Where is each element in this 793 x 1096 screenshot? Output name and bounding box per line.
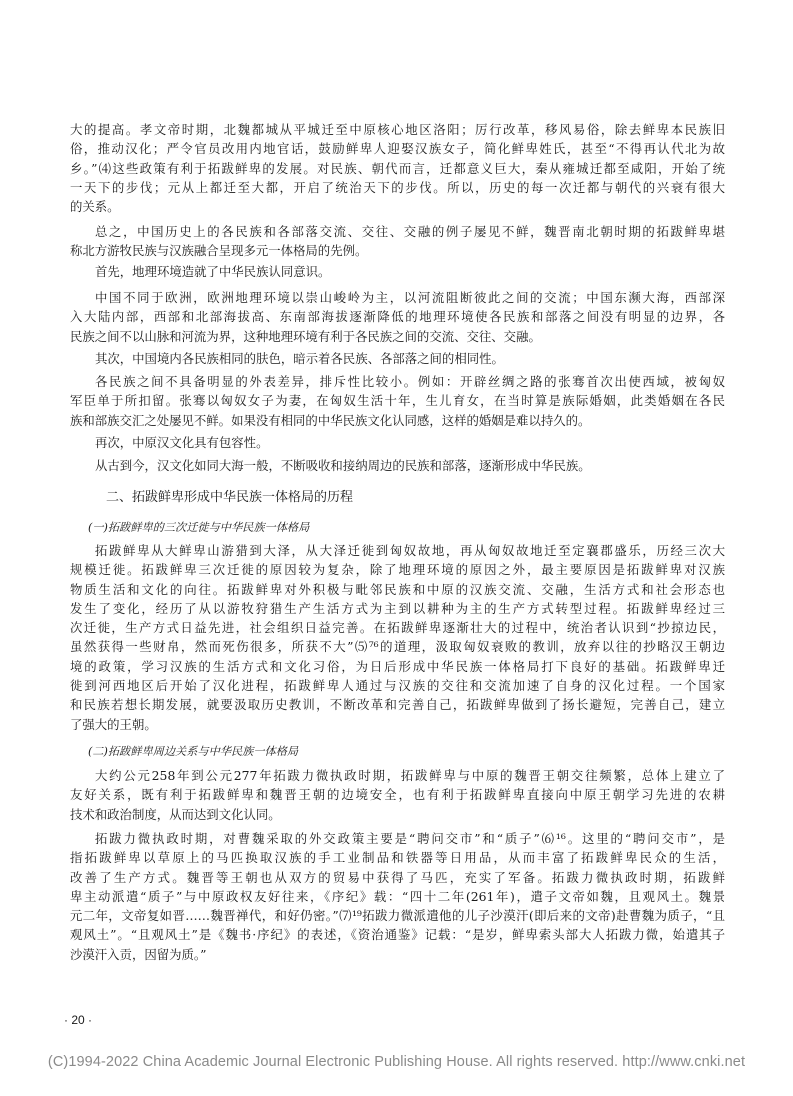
paragraph [70,222,725,261]
paragraph [70,766,725,824]
section-heading [70,488,725,508]
paragraph-line: 其次，中国境内各民族相同的肤色，暗示着各民族、各部落之间的相同性。 [95,351,504,366]
paragraph [70,262,725,281]
subsection-heading-text: (一)拓跋鲜卑的三次迁徙与中华民族一体格局 [88,521,310,534]
paragraph-line: 改善了生产方式。魏晋等王朝也从双方的贸易中获得了马匹，充实了军备。拓跋力微执政时期，拓跋鲜 [70,869,725,885]
paragraph-line: 了强大的王朝。 [70,716,157,732]
paragraph-line: 一天下的步伐；元从上都迁至大都，开启了统治天下的步伐。所以，历史的每一次迁都与朝代的兴衰有很大 [70,179,725,195]
paragraph-line: 观风土”。“且观风土”是《魏书·序纪》的表述，《资治通鉴》记载：“是岁，鲜卑索头部大人拓跋力微，始遣其子 [70,927,725,943]
paragraph-line: 乡。”⑷这些政策有利于拓跋鲜卑的发展。对民族、朝代而言，迁都意义巨大，秦从雍城迁都至咸阳，开始了统 [70,160,725,176]
page-number: · 20 · [64,1013,93,1027]
paragraph [70,120,725,216]
paragraph-line: 境的政策，学习汉族的生活方式和文化习俗，为日后形成中华民族一体格局打下良好的基础。拓跋鲜卑迁 [70,658,725,674]
paragraph-line: 拓跋力微执政时期，对曹魏采取的外交政策主要是“聘问交市”和“质子”⑹¹⁶。这里的“聘问交市”，是 [95,831,725,846]
paragraph-line: 指拓跋鲜卑以草原上的马匹换取汉族的手工业制品和铁器等日用品，从而丰富了拓跋鲜卑民众的生活， [70,850,725,866]
paragraph-line: 徙到河西地区后开始了汉化进程，拓跋鲜卑人通过与汉族的交往和交流加速了自身的汉化过程。一个国家 [70,678,725,694]
paragraph-line: 物质生活和文化的向往。拓跋鲜卑对外积极与毗邻民族和中原的汉族交流、交融，生活方式和社会形态也 [70,581,725,597]
paragraph-line: 俗，推动汉化；严令官员改用内地官话，鼓励鲜卑人迎娶汉族女子，简化鲜卑姓氏，甚至“不得再认代北为故 [70,141,725,157]
paragraph-line: 大约公元258年到公元277年拓跋力微执政时期，拓跋鲜卑与中原的魏晋王朝交往频繁，总体上建立了 [95,768,725,783]
paragraph-line: 再次，中原汉文化具有包容性。 [95,435,269,450]
paragraph [70,829,725,964]
paragraph-line: 入大陆内部，西部和北部海拔高、东南部海拔逐渐降低的地理环境使各民族和部落之间没有明显的边界，各 [70,309,725,325]
paragraph-line: 发生了变化，经历了从以游牧狩猎生产生活方式为主到以耕种为主的生产方式转型过程。拓跋鲜卑经过三 [70,600,725,616]
paragraph-line: 的关系。 [70,199,120,215]
subsection-heading [70,519,725,537]
paragraph-line: 拓跋鲜卑从大鲜卑山游猎到大泽，从大泽迁徙到匈奴故地，再从匈奴故地迁至定襄郡盛乐，历经三次大 [95,543,725,558]
section-heading-text: 二、拓跋鲜卑形成中华民族一体格局的历程 [106,490,354,505]
paragraph-line: 和民族若想长期发展，就要汲取历史教训，不断改革和完善自己，拓跋鲜卑做到了扬长避短，完善自己，建立 [70,697,725,713]
paragraph-line: 沙漠汗入贡，因留为质。” [70,946,207,962]
paragraph-line: 虽然获得一些财帛，然而死伤很多，所获不大”⑸⁷⁶的道理，汲取匈奴衰败的教训，放弃以往的抄略汉王朝边 [70,639,725,655]
paragraph-line: 卑主动派遣“质子”与中原政权友好往来，《序纪》载：“四十二年(261年)，遣子文帝如魏，且观风土。魏景 [70,888,725,904]
paragraph-line: 次迁徙，生产方式日益先进，社会组织日益完善。在拓跋鲜卑逐渐壮大的过程中，统治者认识到“抄掠边民， [70,620,725,636]
paragraph-line: 称北方游牧民族与汉族融合呈现多元一体格局的先例。 [70,243,368,259]
subsection-heading [70,743,725,761]
paragraph-line: 军臣单于所扣留。张骞以匈奴女子为妻，在匈奴生活十年，生儿育女，在当时算是族际婚姻，此类婚姻在各民 [70,393,725,409]
paragraph [70,288,725,346]
paragraph-line: 友好关系，既有利于拓跋鲜卑和魏晋王朝的边境安全，也有利于拓跋鲜卑直接向中原王朝学习先进的农耕 [70,787,725,803]
subsection-heading-text: (二)拓跋鲜卑周边关系与中华民族一体格局 [88,745,299,758]
paragraph-line: 总之，中国历史上的各民族和各部落交流、交往、交融的例子屡见不鲜，魏晋南北朝时期的拓跋鲜卑堪 [95,224,725,239]
paragraph-line: 民族之间不以山脉和河流为界，这种地理环境有利于各民族之间的交流、交往、交融。 [70,328,541,344]
paragraph-line: 从古到今，汉文化如同大海一般，不断吸收和接纳周边的民族和部落，逐渐形成中华民族。 [95,458,591,473]
paragraph-line: 中国不同于欧洲，欧洲地理环境以崇山峻岭为主，以河流阻断彼此之间的交流；中国东濒大海，西部深 [95,290,725,305]
paragraph [70,541,725,734]
paragraph-line: 元二年，文帝复如晋……魏晋禅代，和好仍密。”⑺¹⁹拓跋力微派遣他的儿子沙漠汗(即后来的文帝)赴曹魏为质子，“且 [70,908,725,924]
paragraph [70,349,725,368]
paragraph-line: 各民族之间不具备明显的外表差异，排斥性比较小。例如：开辟丝绸之路的张骞首次出使西域，被匈奴 [95,374,725,389]
paragraph-line: 大的提高。孝文帝时期，北魏都城从平城迁至中原核心地区洛阳；厉行改革，移风易俗，除去鲜卑本民族旧 [70,122,725,137]
copyright-footer: (C)1994-2022 China Academic Journal Electronic Publishing House. All rights reserved. http://www.cnki.net [47,1054,746,1070]
paragraph-line: 族和部族交汇之处屡见不鲜。如果没有相同的中华民族文化认同感，这样的婚姻是难以持久的。 [70,412,591,428]
paragraph-line: 规模迁徙。拓跋鲜卑三次迁徙的原因较为复杂，除了地理环境的原因之外，最主要原因是拓跋鲜卑对汉族 [70,562,725,578]
paragraph [70,456,725,475]
paragraph [70,372,725,430]
paragraph-line: 技术和政治制度，从而达到文化认同。 [70,806,281,822]
paragraph-line: 首先，地理环境造就了中华民族认同意识。 [95,264,331,279]
paragraph [70,433,725,452]
